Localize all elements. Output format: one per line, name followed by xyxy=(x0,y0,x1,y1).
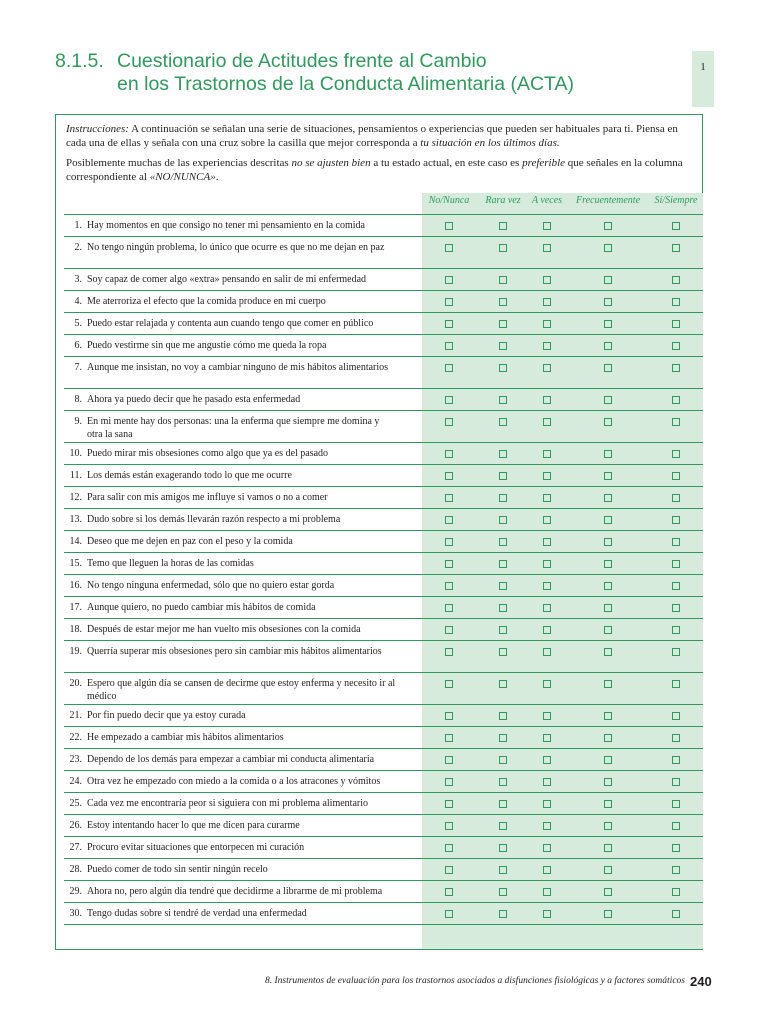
item-text: Puedo vestirme sin que me angustie cómo me queda la ropa xyxy=(87,340,327,351)
answer-checkbox[interactable] xyxy=(672,560,680,568)
answer-checkbox[interactable] xyxy=(543,450,551,458)
row-divider xyxy=(64,836,703,837)
answer-checkbox[interactable] xyxy=(445,342,453,350)
title-line-2: en los Trastornos de la Conducta Alimentaria (ACTA) xyxy=(117,73,575,95)
item-text: En mi mente hay dos personas: una la enferma que siempre me domina y otra la sana xyxy=(87,416,380,440)
answer-checkbox[interactable] xyxy=(672,494,680,502)
answer-checkbox[interactable] xyxy=(499,472,507,480)
table-row xyxy=(64,579,422,595)
answer-checkbox[interactable] xyxy=(543,222,551,230)
item-text: Soy capaz de comer algo «extra» pensando en salir de mi enfermedad xyxy=(87,274,367,285)
table-row xyxy=(64,885,422,901)
table-row xyxy=(64,709,422,725)
answer-checkbox[interactable] xyxy=(499,712,507,720)
item-text: Puedo estar relajada y contenta aun cuando tengo que comer en público xyxy=(87,318,374,329)
answer-checkbox[interactable] xyxy=(543,626,551,634)
table-row xyxy=(64,731,422,747)
instructions-text-1: A continuación se señalan una serie de situaciones, pensamientos o experiencias que pueden ser habituales para ti. Piensa en cada una de ellas y señala con una cruz sobre la casilla que mejor corresponda a xyxy=(66,123,678,149)
table-row xyxy=(64,841,422,857)
answer-checkbox[interactable] xyxy=(672,680,680,688)
answer-checkbox[interactable] xyxy=(672,734,680,742)
answer-checkbox[interactable] xyxy=(672,756,680,764)
row-divider xyxy=(64,672,703,673)
item-text: He empezado a cambiar mis hábitos alimentarios xyxy=(87,732,284,743)
table-row xyxy=(64,601,422,617)
answer-checkbox[interactable] xyxy=(499,342,507,350)
answer-checkbox[interactable] xyxy=(672,800,680,808)
instructions-text-2d: preferible xyxy=(522,157,566,169)
table-row xyxy=(64,339,422,355)
instructions-text-2a: Posiblemente muchas de las experiencias descritas xyxy=(66,157,292,169)
answer-checkbox[interactable] xyxy=(543,320,551,328)
item-number: 9. xyxy=(74,416,82,427)
answer-checkbox[interactable] xyxy=(672,626,680,634)
row-divider xyxy=(64,312,703,313)
answer-checkbox[interactable] xyxy=(499,866,507,874)
answer-checkbox[interactable] xyxy=(499,516,507,524)
row-divider xyxy=(64,902,703,903)
footer-text: 8. Instrumentos de evaluación para los trastornos asociados a disfunciones fisiológicas y a factores somáticos xyxy=(264,976,685,986)
table-row xyxy=(64,361,422,387)
item-number: 16. xyxy=(69,580,82,591)
answer-checkbox[interactable] xyxy=(445,494,453,502)
section-number: 8.1.5. xyxy=(55,50,104,72)
answer-checkbox[interactable] xyxy=(543,494,551,502)
answer-checkbox[interactable] xyxy=(445,472,453,480)
answer-checkbox[interactable] xyxy=(499,538,507,546)
answer-checkbox[interactable] xyxy=(604,494,612,502)
table-row xyxy=(64,469,422,485)
item-text: Hay momentos en que consigo no tener mi pensamiento en la comida xyxy=(87,220,365,231)
answer-checkbox[interactable] xyxy=(543,582,551,590)
answer-checkbox[interactable] xyxy=(499,560,507,568)
row-divider xyxy=(64,858,703,859)
answer-checkbox[interactable] xyxy=(672,604,680,612)
answer-checkbox[interactable] xyxy=(499,450,507,458)
answer-checkbox[interactable] xyxy=(543,910,551,918)
answer-checkbox[interactable] xyxy=(445,822,453,830)
page-number: 240 xyxy=(690,974,712,989)
answer-checkbox[interactable] xyxy=(543,604,551,612)
answer-checkbox[interactable] xyxy=(672,712,680,720)
table-row xyxy=(64,775,422,791)
answer-checkbox[interactable] xyxy=(672,418,680,426)
answer-checkbox[interactable] xyxy=(672,538,680,546)
answer-checkbox[interactable] xyxy=(604,734,612,742)
row-divider xyxy=(64,880,703,881)
answer-checkbox[interactable] xyxy=(604,822,612,830)
title-line-1: Cuestionario de Actitudes frente al Cambio xyxy=(117,50,487,72)
table-row xyxy=(64,677,422,703)
table-row xyxy=(64,863,422,879)
item-text: Ahora no, pero algún día tendré que decidirme a librarme de mi problema xyxy=(87,886,383,897)
item-number: 24. xyxy=(69,776,82,787)
item-number: 19. xyxy=(69,646,82,657)
item-number: 6. xyxy=(74,340,82,351)
answer-checkbox[interactable] xyxy=(604,450,612,458)
answer-checkbox[interactable] xyxy=(445,626,453,634)
item-text: Aunque quiero, no puedo cambiar mis hábitos de comida xyxy=(87,602,316,613)
answer-checkbox[interactable] xyxy=(445,712,453,720)
table-row xyxy=(64,513,422,529)
row-divider xyxy=(64,618,703,619)
answer-checkbox[interactable] xyxy=(445,222,453,230)
answer-checkbox[interactable] xyxy=(604,560,612,568)
answer-checkbox[interactable] xyxy=(445,734,453,742)
item-number: 7. xyxy=(74,362,82,373)
row-divider xyxy=(64,924,703,925)
answer-checkbox[interactable] xyxy=(445,298,453,306)
answer-checkbox[interactable] xyxy=(499,734,507,742)
item-number: 27. xyxy=(69,842,82,853)
row-divider xyxy=(64,748,703,749)
answer-checkbox[interactable] xyxy=(445,888,453,896)
answer-checkbox[interactable] xyxy=(604,418,612,426)
answer-checkbox[interactable] xyxy=(543,298,551,306)
item-text: Me aterroriza el efecto que la comida produce en mi cuerpo xyxy=(87,296,326,307)
instructions-text-2g: . xyxy=(215,171,219,183)
row-divider xyxy=(64,268,703,269)
row-divider xyxy=(64,464,703,465)
answer-checkbox[interactable] xyxy=(543,822,551,830)
item-text: No tengo ningún problema, lo único que ocurre es que no me dejan en paz xyxy=(87,242,385,253)
instructions-text-1-italic: tu situación en los últimos días. xyxy=(420,137,560,149)
answer-checkbox[interactable] xyxy=(604,516,612,524)
item-number: 5. xyxy=(74,318,82,329)
answer-checkbox[interactable] xyxy=(445,276,453,284)
answer-checkbox[interactable] xyxy=(543,680,551,688)
item-text: Aunque me insistan, no voy a cambiar ninguno de mis hábitos alimentarios xyxy=(87,362,389,373)
item-number: 4. xyxy=(74,296,82,307)
table-row xyxy=(64,797,422,813)
item-number: 13. xyxy=(69,514,82,525)
answer-checkbox[interactable] xyxy=(604,342,612,350)
row-divider xyxy=(64,388,703,389)
item-text: Espero que algún día se cansen de decirme que estoy enferma y necesito ir al médico xyxy=(87,678,396,702)
answer-checkbox[interactable] xyxy=(672,364,680,372)
item-number: 28. xyxy=(69,864,82,875)
answer-checkbox[interactable] xyxy=(604,582,612,590)
item-text: Querría superar mis obsesiones pero sin cambiar mis hábitos alimentarios xyxy=(87,646,382,657)
answer-checkbox[interactable] xyxy=(499,604,507,612)
item-number: 23. xyxy=(69,754,82,765)
table-row xyxy=(64,393,422,409)
table-row xyxy=(64,623,422,639)
table-row xyxy=(64,317,422,333)
answer-checkbox[interactable] xyxy=(445,450,453,458)
item-text: No tengo ninguna enfermedad, sólo que no quiero estar gorda xyxy=(87,580,335,591)
item-number: 25. xyxy=(69,798,82,809)
answer-checkbox[interactable] xyxy=(499,582,507,590)
page-title xyxy=(55,50,675,96)
answer-checkbox[interactable] xyxy=(445,418,453,426)
answer-checkbox[interactable] xyxy=(672,320,680,328)
answer-checkbox[interactable] xyxy=(445,364,453,372)
item-number: 30. xyxy=(69,908,82,919)
answer-checkbox[interactable] xyxy=(672,222,680,230)
row-divider xyxy=(64,726,703,727)
row-divider xyxy=(64,704,703,705)
row-divider xyxy=(64,410,703,411)
row-divider xyxy=(64,442,703,443)
item-number: 10. xyxy=(69,448,82,459)
answer-checkbox[interactable] xyxy=(604,298,612,306)
answer-checkbox[interactable] xyxy=(604,396,612,404)
item-number: 3. xyxy=(74,274,82,285)
answer-checkbox[interactable] xyxy=(543,538,551,546)
answer-checkbox[interactable] xyxy=(672,910,680,918)
item-text: Temo que lleguen la horas de las comidas xyxy=(87,558,254,569)
item-number: 18. xyxy=(69,624,82,635)
answer-checkbox[interactable] xyxy=(445,778,453,786)
answer-checkbox[interactable] xyxy=(543,418,551,426)
table-row xyxy=(64,295,422,311)
answer-checkbox[interactable] xyxy=(604,276,612,284)
table-row xyxy=(64,557,422,573)
answer-checkbox[interactable] xyxy=(499,298,507,306)
column-header: A veces xyxy=(531,195,563,206)
answer-checkbox[interactable] xyxy=(604,364,612,372)
row-divider xyxy=(64,552,703,553)
answer-checkbox[interactable] xyxy=(543,866,551,874)
answer-checkbox[interactable] xyxy=(499,648,507,656)
item-text: Ahora ya puedo decir que he pasado esta enfermedad xyxy=(87,394,301,405)
answer-checkbox[interactable] xyxy=(604,244,612,252)
item-text: Dudo sobre si los demás llevarán razón respecto a mi problema xyxy=(87,514,341,525)
row-divider xyxy=(64,530,703,531)
item-text: Los demás están exagerando todo lo que me ocurre xyxy=(87,470,292,481)
answer-checkbox[interactable] xyxy=(543,276,551,284)
answer-checkbox[interactable] xyxy=(499,244,507,252)
column-header: Frecuentemente xyxy=(575,195,641,206)
item-number: 20. xyxy=(69,678,82,689)
table-row xyxy=(64,273,422,289)
row-divider xyxy=(64,770,703,771)
answer-checkbox[interactable] xyxy=(445,538,453,546)
answer-checkbox[interactable] xyxy=(672,276,680,284)
chapter-tab xyxy=(692,51,714,107)
answer-checkbox[interactable] xyxy=(445,396,453,404)
answer-checkbox[interactable] xyxy=(672,582,680,590)
answer-checkbox[interactable] xyxy=(499,888,507,896)
answer-checkbox[interactable] xyxy=(604,648,612,656)
answer-checkbox[interactable] xyxy=(445,560,453,568)
tab-number: 1 xyxy=(700,61,706,73)
item-text: Dependo de los demás para empezar a cambiar mi conducta alimentaria xyxy=(87,754,375,765)
answer-checkbox[interactable] xyxy=(672,822,680,830)
answer-checkbox[interactable] xyxy=(604,866,612,874)
instructions-text-2c: a tu estado actual, en este caso es xyxy=(370,157,523,169)
answer-checkbox[interactable] xyxy=(543,244,551,252)
row-divider xyxy=(64,596,703,597)
item-text: Tengo dudas sobre si tendré de verdad una enfermedad xyxy=(87,908,307,919)
table-row xyxy=(64,819,422,835)
answer-checkbox[interactable] xyxy=(543,560,551,568)
item-number: 2. xyxy=(74,242,82,253)
row-divider xyxy=(64,290,703,291)
table-row xyxy=(64,219,422,235)
answer-checkbox[interactable] xyxy=(543,844,551,852)
answer-checkbox[interactable] xyxy=(543,396,551,404)
answer-checkbox[interactable] xyxy=(604,888,612,896)
answer-checkbox[interactable] xyxy=(672,244,680,252)
answer-checkbox[interactable] xyxy=(543,800,551,808)
answer-checkbox[interactable] xyxy=(499,778,507,786)
instructions-label: Instrucciones: xyxy=(66,123,129,135)
item-number: 29. xyxy=(69,886,82,897)
answer-checkbox[interactable] xyxy=(543,516,551,524)
answer-checkbox[interactable] xyxy=(604,910,612,918)
answer-checkbox[interactable] xyxy=(672,396,680,404)
table-row xyxy=(64,535,422,551)
row-divider xyxy=(64,508,703,509)
answer-checkbox[interactable] xyxy=(445,844,453,852)
answer-checkbox[interactable] xyxy=(604,800,612,808)
row-divider xyxy=(64,214,703,215)
answer-checkbox[interactable] xyxy=(543,778,551,786)
answer-checkbox[interactable] xyxy=(604,756,612,764)
answer-checkbox[interactable] xyxy=(672,298,680,306)
answer-checkbox[interactable] xyxy=(672,450,680,458)
answer-checkbox[interactable] xyxy=(499,396,507,404)
answer-checkbox[interactable] xyxy=(543,364,551,372)
questionnaire-box xyxy=(55,114,703,950)
item-number: 8. xyxy=(74,394,82,405)
item-number: 11. xyxy=(69,470,82,481)
answer-checkbox[interactable] xyxy=(672,516,680,524)
item-text: Procuro evitar situaciones que entorpecen mi curación xyxy=(87,842,305,853)
item-text: Después de estar mejor me han vuelto mis obsesiones con la comida xyxy=(87,624,361,635)
answer-checkbox[interactable] xyxy=(499,364,507,372)
item-number: 14. xyxy=(69,536,82,547)
item-number: 17. xyxy=(69,602,82,613)
table-row xyxy=(64,907,422,923)
answer-checkbox[interactable] xyxy=(672,778,680,786)
answer-checkbox[interactable] xyxy=(499,800,507,808)
answer-checkbox[interactable] xyxy=(604,320,612,328)
answer-checkbox[interactable] xyxy=(499,626,507,634)
answer-checkbox[interactable] xyxy=(499,756,507,764)
answer-checkbox[interactable] xyxy=(499,222,507,230)
item-number: 22. xyxy=(69,732,82,743)
item-number: 21. xyxy=(69,710,82,721)
answer-checkbox[interactable] xyxy=(445,244,453,252)
answer-checkbox[interactable] xyxy=(445,756,453,764)
table-row xyxy=(64,645,422,671)
instructions-text-2e: que señales en la columna correspondiente al xyxy=(66,157,683,183)
answer-checkbox[interactable] xyxy=(604,680,612,688)
answer-checkbox[interactable] xyxy=(445,648,453,656)
answer-checkbox[interactable] xyxy=(604,472,612,480)
answer-checkbox[interactable] xyxy=(445,320,453,328)
answer-checkbox[interactable] xyxy=(672,866,680,874)
answer-checkbox[interactable] xyxy=(604,778,612,786)
column-header: No/Nunca xyxy=(428,195,470,206)
answer-checkbox[interactable] xyxy=(445,866,453,874)
answer-checkbox[interactable] xyxy=(543,648,551,656)
answer-checkbox[interactable] xyxy=(445,516,453,524)
row-divider xyxy=(64,486,703,487)
answer-checkbox[interactable] xyxy=(672,888,680,896)
item-text: Puedo comer de todo sin sentir ningún recelo xyxy=(87,864,268,875)
answer-checkbox[interactable] xyxy=(445,604,453,612)
table-row xyxy=(64,415,422,441)
answer-checkbox[interactable] xyxy=(543,888,551,896)
item-number: 12. xyxy=(69,492,82,503)
answer-checkbox[interactable] xyxy=(604,604,612,612)
answer-checkbox[interactable] xyxy=(445,582,453,590)
answer-checkbox[interactable] xyxy=(499,276,507,284)
answer-checkbox[interactable] xyxy=(499,822,507,830)
item-text: Estoy intentando hacer lo que me dicen para curarme xyxy=(87,820,300,831)
item-text: Puedo mirar mis obsesiones como algo que ya es del pasado xyxy=(87,448,329,459)
item-number: 1. xyxy=(74,220,82,231)
instructions xyxy=(66,122,694,190)
instructions-text-2f: «NO/NUNCA» xyxy=(149,171,216,183)
answer-checkbox[interactable] xyxy=(604,712,612,720)
item-text: Deseo que me dejen en paz con el peso y la comida xyxy=(87,536,293,547)
row-divider xyxy=(64,814,703,815)
table-row xyxy=(64,241,422,267)
answer-checkbox[interactable] xyxy=(543,712,551,720)
answer-checkbox[interactable] xyxy=(499,680,507,688)
answer-checkbox[interactable] xyxy=(604,844,612,852)
item-number: 26. xyxy=(69,820,82,831)
table-row xyxy=(64,447,422,463)
answer-checkbox[interactable] xyxy=(445,680,453,688)
row-divider xyxy=(64,334,703,335)
answer-checkbox[interactable] xyxy=(672,342,680,350)
column-header: Sí/Siempre xyxy=(654,195,698,206)
row-divider xyxy=(64,792,703,793)
item-text: Para salir con mis amigos me influye si vamos o no a comer xyxy=(87,492,328,503)
answer-checkbox[interactable] xyxy=(499,910,507,918)
item-number: 15. xyxy=(69,558,82,569)
answer-checkbox[interactable] xyxy=(543,756,551,764)
answer-checkbox[interactable] xyxy=(499,844,507,852)
answer-checkbox[interactable] xyxy=(445,800,453,808)
answer-checkbox[interactable] xyxy=(499,320,507,328)
answer-checkbox[interactable] xyxy=(543,472,551,480)
column-header: Rara vez xyxy=(485,195,521,206)
table-row xyxy=(64,753,422,769)
instructions-text-2b: no se ajusten bien xyxy=(291,157,371,169)
answer-checkbox[interactable] xyxy=(543,734,551,742)
item-text: Cada vez me encontraría peor si siguiera con mi problema alimentario xyxy=(87,798,369,809)
answer-checkbox[interactable] xyxy=(499,418,507,426)
answer-checkbox[interactable] xyxy=(604,626,612,634)
answer-checkbox[interactable] xyxy=(445,910,453,918)
answer-checkbox[interactable] xyxy=(672,844,680,852)
answer-checkbox[interactable] xyxy=(604,538,612,546)
answer-checkbox[interactable] xyxy=(543,342,551,350)
row-divider xyxy=(64,640,703,641)
row-divider xyxy=(64,236,703,237)
answer-checkbox[interactable] xyxy=(604,222,612,230)
answer-checkbox[interactable] xyxy=(672,472,680,480)
answer-checkbox[interactable] xyxy=(672,648,680,656)
item-text: Otra vez he empezado con miedo a la comida o a los atracones y vómitos xyxy=(87,776,381,787)
item-text: Por fin puedo decir que ya estoy curada xyxy=(87,710,246,721)
row-divider xyxy=(64,574,703,575)
table-row xyxy=(64,491,422,507)
row-divider xyxy=(64,356,703,357)
answer-checkbox[interactable] xyxy=(499,494,507,502)
